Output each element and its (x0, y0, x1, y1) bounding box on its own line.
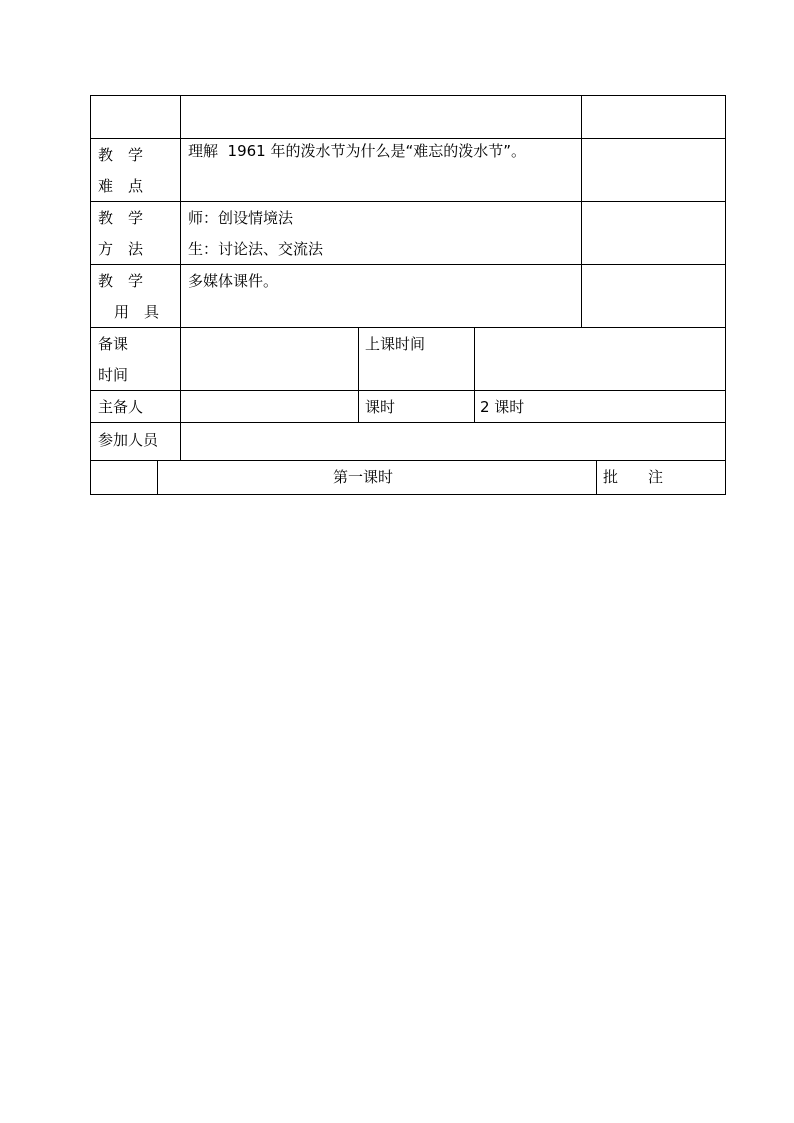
table-hline (90, 327, 726, 328)
table-vline (90, 95, 91, 495)
comment-label: 批 注 (603, 468, 664, 486)
preparer-label: 主备人 (98, 398, 144, 416)
difficulty-content: 理解 1961 年的泼水节为什么是“难忘的泼水节”。 (188, 142, 527, 160)
table-hline (90, 201, 726, 202)
tools-content: 多媒体课件。 (188, 272, 279, 290)
tools-label-line1: 教 学 (98, 272, 144, 290)
table-vline (358, 327, 359, 423)
method-content-line2: 生：讨论法、交流法 (188, 240, 324, 258)
table-vline (596, 460, 597, 495)
method-content-line1: 师：创设情境法 (188, 209, 294, 227)
table-vline (474, 327, 475, 423)
participants-label: 参加人员 (98, 431, 159, 449)
period-label: 课时 (365, 398, 396, 416)
method-label-line2: 方 法 (98, 240, 144, 258)
table-vline (180, 95, 181, 461)
table-hline (90, 390, 726, 391)
prep-time-label-line1: 备课 (98, 335, 129, 353)
table-hline (90, 264, 726, 265)
table-vline (157, 460, 158, 495)
table-hline (90, 422, 726, 423)
table-hline (90, 138, 726, 139)
table-vline (581, 95, 582, 328)
table-hline (90, 95, 726, 96)
method-label-line1: 教 学 (98, 209, 144, 227)
class-time-label: 上课时间 (365, 335, 426, 353)
difficulty-label-line1: 教 学 (98, 146, 144, 164)
table-hline (90, 460, 726, 461)
difficulty-label-line2: 难 点 (98, 177, 144, 195)
lesson-title: 第一课时 (333, 468, 394, 486)
table-hline (90, 494, 726, 495)
period-value: 2 课时 (480, 398, 525, 416)
table-vline (725, 95, 726, 495)
tools-label-line2: 用 具 (114, 303, 160, 321)
prep-time-label-line2: 时间 (98, 366, 129, 384)
